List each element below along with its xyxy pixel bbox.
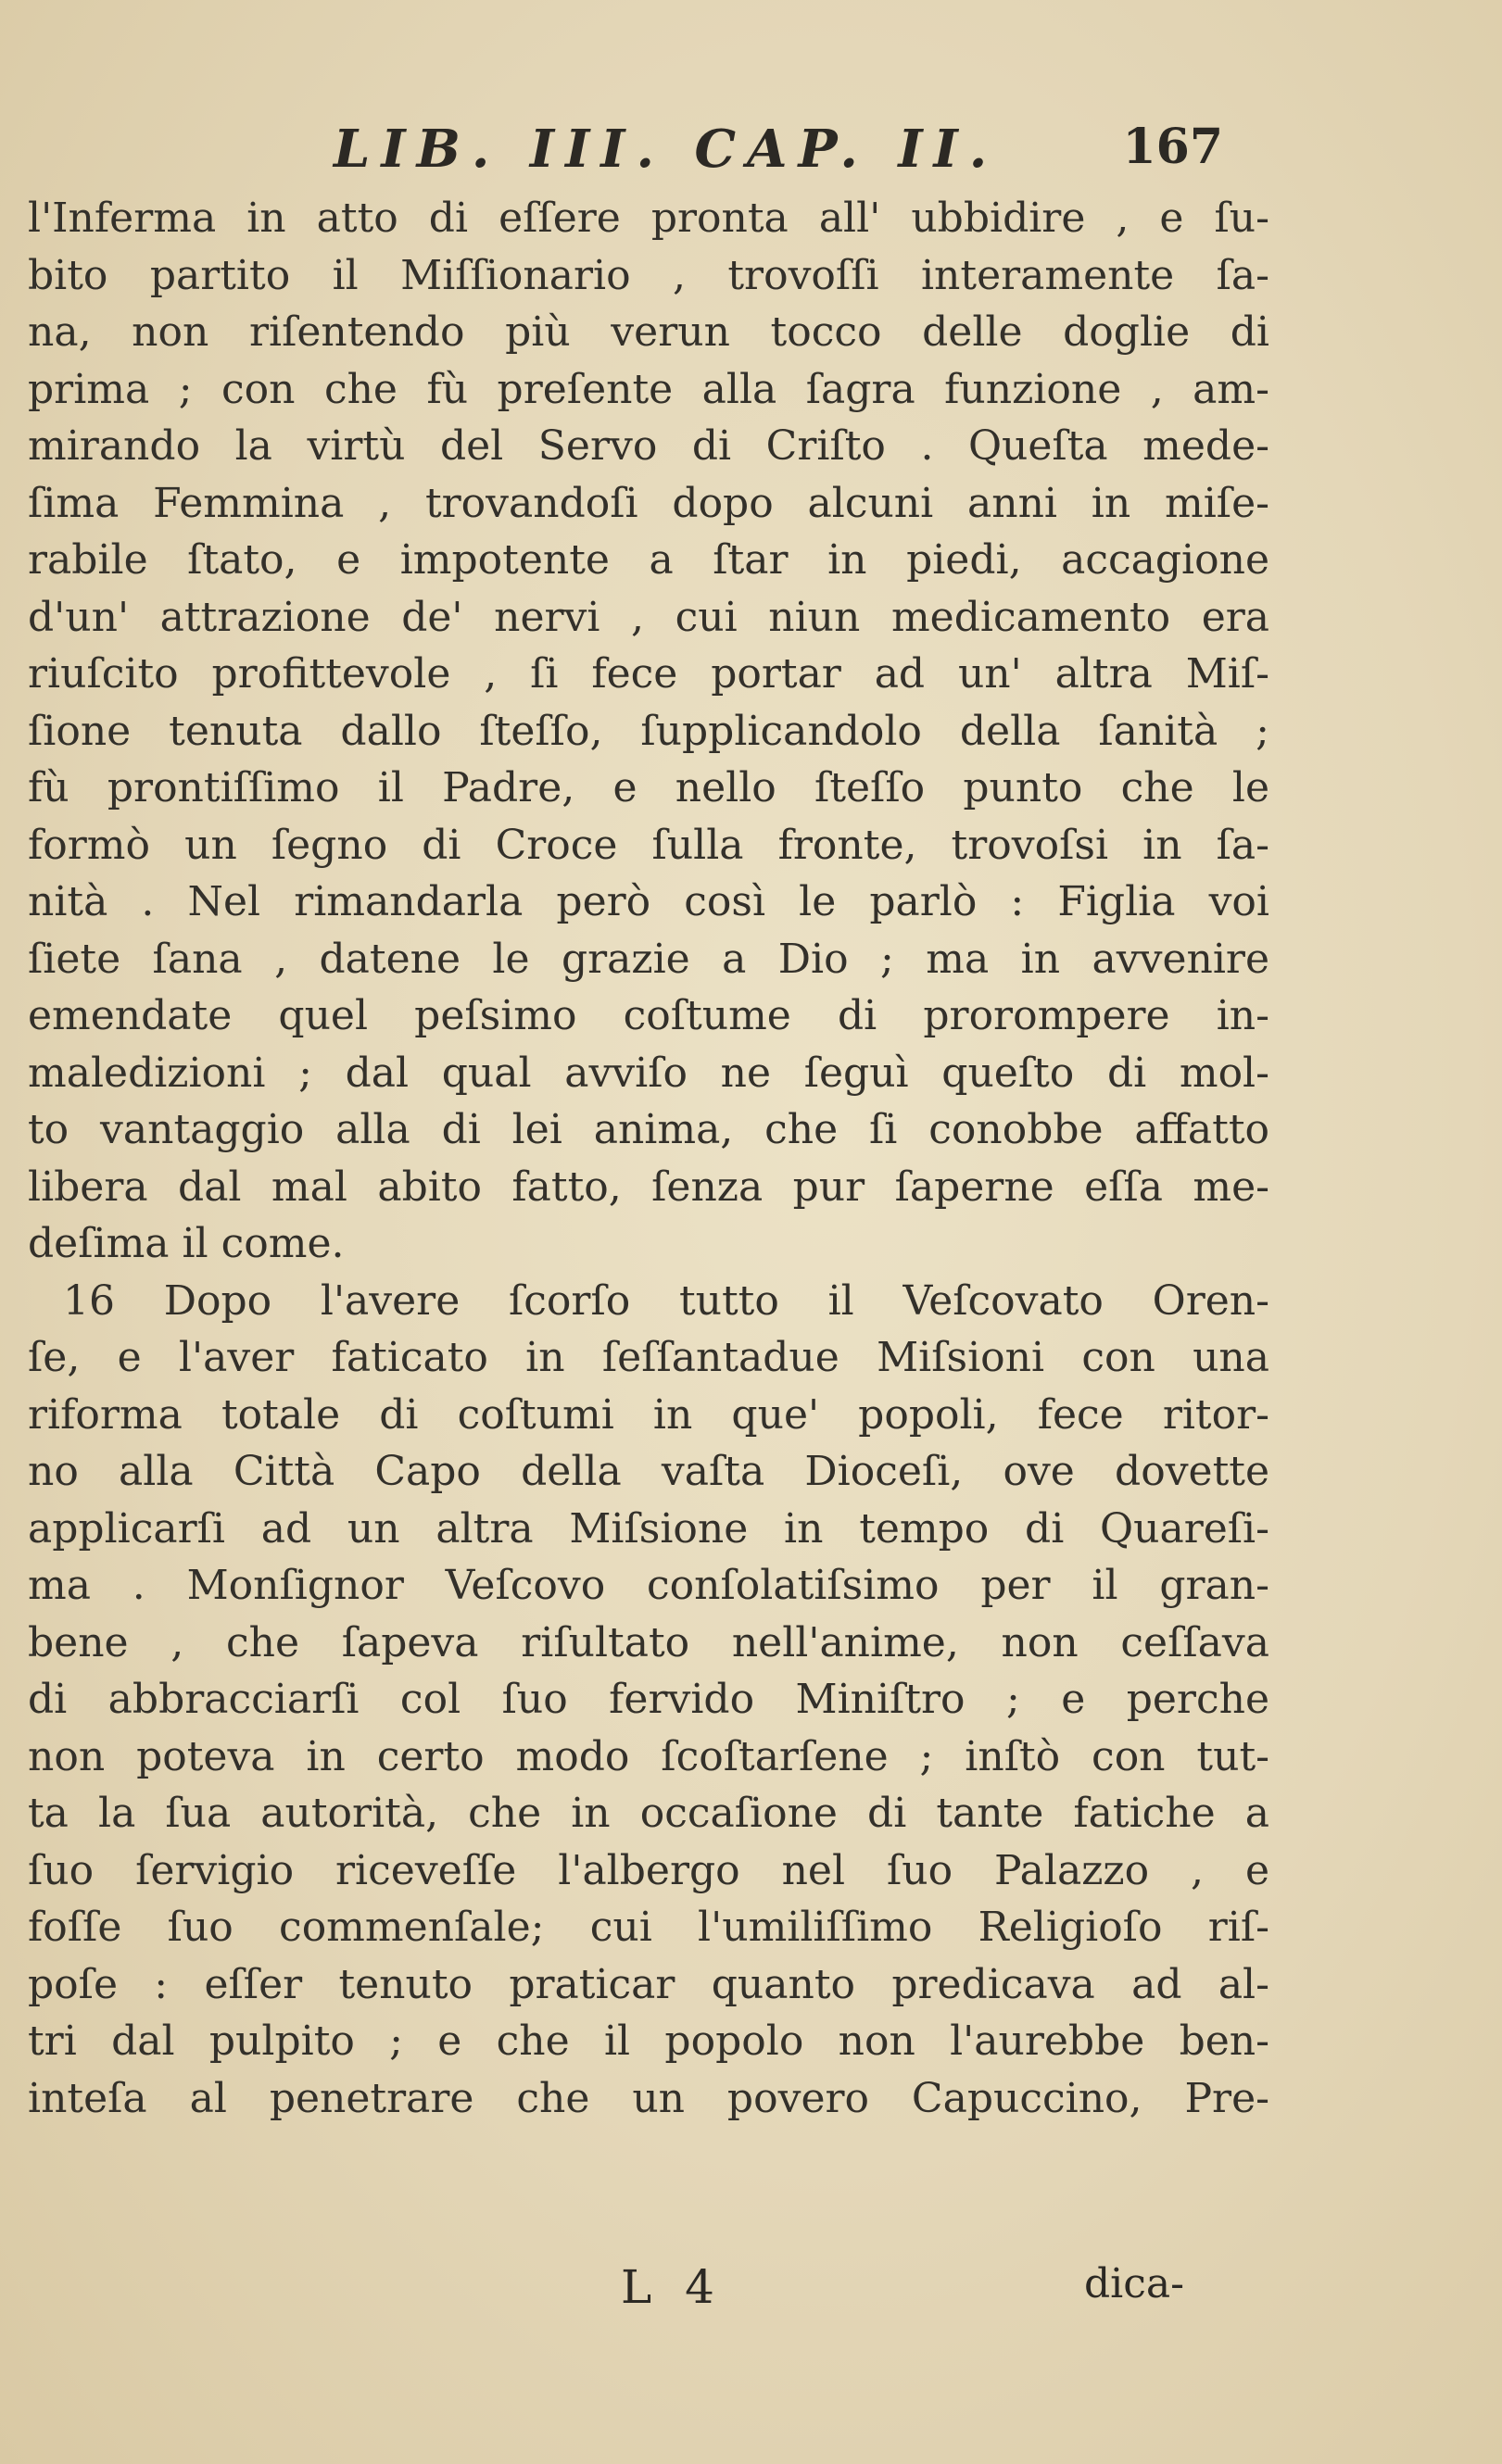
text-line: ſione tenuta dallo ſteſſo, ſupplicandolo della ſanità ; (28, 707, 1269, 755)
text-line: l'Inferma in atto di eſſere pronta all' ubbidire , e ſu- (28, 195, 1269, 242)
text-line: poſe : eſſer tenuto praticar quanto predicava ad al- (28, 1960, 1269, 2008)
paragraph-start-line: 16 Dopo l'avere ſcorſo tutto il Veſcovato Oren- (63, 1276, 1269, 1325)
page-footer (0, 2260, 1502, 2334)
paragraph-end-line: deſima il come. (28, 1220, 345, 1267)
signature-mark: L 4 (621, 2260, 724, 2314)
text-line: ſiete ſana , datene le grazie a Dio ; ma in avvenire (28, 935, 1269, 983)
text-line: bito partito il Miſſionario , trovoſſi interamente ſa- (28, 251, 1269, 299)
text-line: fù prontiſſimo il Padre, e nello ſteſſo punto che le (28, 764, 1269, 811)
text-line: ſe, e l'aver faticato in ſeſſantadue Miſsioni con una (28, 1334, 1269, 1381)
text-line: bene , che ſapeva riſultato nell'anime, non ceſſava (28, 1618, 1269, 1666)
catchword: dica- (1084, 2260, 1184, 2307)
text-line: ſuo ſervigio riceveſſe l'albergo nel ſuo Palazzo , e (28, 1846, 1269, 1894)
text-line: riforma totale di coſtumi in que' popoli, fece ritor- (28, 1390, 1269, 1439)
text-line: prima ; con che fù preſente alla ſagra funzione , am- (28, 365, 1269, 413)
text-line: non poteva in certo modo ſcoſtarſene ; inſtò con tut- (28, 1732, 1269, 1780)
text-line: inteſa al penetrare che un povero Capuccino, Pre- (28, 2074, 1269, 2122)
text-line: rabile ſtato, e impotente a ſtar in piedi, accagione (28, 536, 1269, 584)
text-line: na, non riſentendo più verun tocco delle doglie di (28, 308, 1269, 356)
text-line: tri dal pulpito ; e che il popolo non l'aurebbe ben- (28, 2018, 1269, 2065)
body-text (28, 190, 1269, 2127)
running-title: LIB. III. CAP. II. (334, 119, 999, 180)
text-line: d'un' attrazione de' nervi , cui niun medicamento era (28, 593, 1269, 641)
text-line: applicarſi ad un altra Miſsione in tempo di Quareſi- (28, 1504, 1269, 1553)
page-header (334, 119, 1223, 183)
text-line: ta la ſua autorità, che in occaſione di tante fatiche a (28, 1790, 1269, 1837)
text-line: ma . Monſignor Veſcovo conſolatiſsimo per il gran- (28, 1562, 1269, 1609)
text-line: emendate quel peſsimo coſtume di prorompere in- (28, 992, 1269, 1039)
text-line: foſſe ſuo commenſale; cui l'umiliſſimo Religioſo riſ- (28, 1904, 1269, 1951)
text-line: no alla Città Capo della vaſta Dioceſi, ove dovette (28, 1448, 1269, 1495)
text-line: di abbracciarſi col ſuo fervido Miniſtro ; e perche (28, 1676, 1269, 1723)
text-line: ſima Femmina , trovandoſi dopo alcuni anni in miſe- (28, 479, 1269, 527)
text-line: riuſcito profittevole , ſi fece portar ad un' altra Miſ- (28, 650, 1269, 698)
text-line: formò un ſegno di Croce ſulla fronte, trovoſsi in ſa- (28, 821, 1269, 869)
text-line: mirando la virtù del Servo di Criſto . Queſta mede- (28, 422, 1269, 470)
text-line: nità . Nel rimandarla però così le parlò : Figlia voi (28, 878, 1269, 925)
text-line: to vantaggio alla di lei anima, che ſi conobbe affatto (28, 1106, 1269, 1153)
page-number: 167 (1122, 119, 1223, 175)
text-line: libera dal mal abito fatto, ſenza pur ſaperne eſſa me- (28, 1163, 1269, 1211)
text-line: maledizioni ; dal qual avviſo ne ſeguì queſto di mol- (28, 1049, 1269, 1097)
